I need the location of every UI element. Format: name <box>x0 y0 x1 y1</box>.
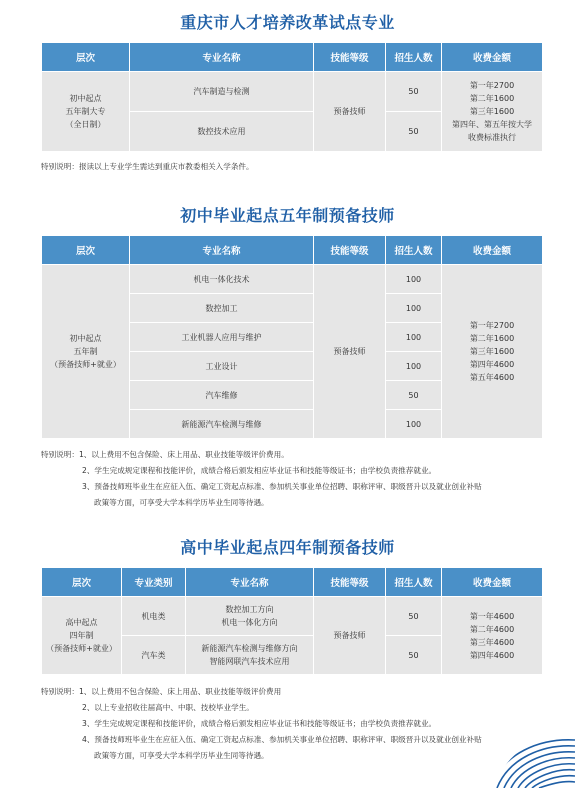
count-cell: 100 <box>386 352 442 381</box>
major-line: 机电一体化方向 <box>221 618 278 627</box>
fee-line: 第二年1600 <box>469 334 515 343</box>
header-cell: 专业名称 <box>130 43 314 72</box>
major-line: 新能源汽车检测与维修方向 <box>201 644 298 653</box>
header-cell: 专业名称 <box>130 236 314 265</box>
table-row <box>42 265 543 294</box>
fee-line: 第一年2700 <box>469 321 515 330</box>
note-line: 政策等方面，可享受大学本科学历毕业生同等待遇。 <box>94 751 269 760</box>
count-cell: 50 <box>386 112 442 152</box>
level-line: 初中起点 <box>69 94 102 103</box>
major-cell <box>186 597 314 636</box>
decorative-stripes-graphic <box>485 728 575 788</box>
fee-line: 第五年4600 <box>469 373 515 382</box>
header-cell: 技能等级 <box>314 236 386 265</box>
header-cell: 专业类别 <box>122 568 186 597</box>
table-row <box>42 597 543 636</box>
header-cell: 层次 <box>42 568 122 597</box>
major-line: 智能网联汽车技术应用 <box>209 657 290 666</box>
header-cell: 层次 <box>42 43 130 72</box>
fee-line: 第三年4600 <box>469 637 515 647</box>
header-cell: 收费金额 <box>442 236 543 265</box>
count-cell: 100 <box>386 265 442 294</box>
level-cell <box>42 597 122 675</box>
fee-line: 第二年4600 <box>469 624 515 634</box>
level-line: （预备技师+就业） <box>46 644 117 653</box>
category-cell: 机电类 <box>122 597 186 636</box>
major-line: 数控加工方向 <box>225 605 274 614</box>
skill-cell: 预备技师 <box>314 265 386 439</box>
header-cell: 层次 <box>42 236 130 265</box>
section2-table <box>41 235 543 439</box>
note-line: 2、学生完成规定课程和技能评价，成绩合格后颁发相应毕业证书和技能等级证书；由学校负责推荐就业。 <box>82 466 437 475</box>
note-line: 4、预备技师班毕业生在应征入伍、确定工资起点标准、参加机关事业单位招聘、职称评审、职级晋升以及就业创业补贴 <box>82 735 482 744</box>
fee-line: 第四年、第五年按大学 <box>452 120 532 129</box>
fee-line: 第三年1600 <box>469 107 515 116</box>
header-cell: 招生人数 <box>386 568 442 597</box>
section1-note <box>41 159 551 175</box>
level-line: （预备技师+就业） <box>50 360 121 369</box>
fee-line: 第四年4600 <box>469 650 515 660</box>
major-cell: 机电一体化技术 <box>130 265 314 294</box>
category-cell: 汽车类 <box>122 636 186 675</box>
level-cell <box>42 72 130 152</box>
fee-cell <box>442 72 543 152</box>
fee-line: 第二年1600 <box>469 94 515 103</box>
header-cell: 收费金额 <box>442 568 543 597</box>
fee-cell <box>442 265 543 439</box>
major-cell: 工业设计 <box>130 352 314 381</box>
level-cell <box>42 265 130 439</box>
level-line: 高中起点 <box>65 618 98 627</box>
skill-cell: 预备技师 <box>314 597 386 675</box>
note-line: 特别说明：报读以上专业学生需达到重庆市教委相关入学条件。 <box>41 162 254 171</box>
note-line: 3、学生完成规定课程和技能评价，成绩合格后颁发相应毕业证书和技能等级证书；由学校负责推荐就业。 <box>82 719 437 728</box>
fee-line: 第一年4600 <box>469 611 515 621</box>
count-cell: 50 <box>386 381 442 410</box>
header-cell: 专业名称 <box>186 568 314 597</box>
section1-table <box>41 42 543 152</box>
count-cell: 50 <box>386 636 442 675</box>
count-cell: 50 <box>386 72 442 112</box>
section2-notes <box>41 447 551 511</box>
major-cell: 新能源汽车检测与维修 <box>130 410 314 439</box>
section1-title: 重庆市人才培养改革试点专业 <box>180 13 395 32</box>
level-line: 五年制大专 <box>65 107 106 116</box>
count-cell: 100 <box>386 294 442 323</box>
level-line: 五年制 <box>73 347 98 356</box>
count-cell: 50 <box>386 597 442 636</box>
table-header-row <box>42 236 543 265</box>
section3-table <box>41 567 543 675</box>
fee-line: 收费标准执行 <box>468 133 516 142</box>
major-cell: 数控加工 <box>130 294 314 323</box>
count-cell: 100 <box>386 323 442 352</box>
level-line: 初中起点 <box>69 334 102 343</box>
note-line: 政策等方面，可享受大学本科学历毕业生同等待遇。 <box>94 498 269 507</box>
note-line: 特别说明：1、以上费用不包含保险、床上用品、职业技能等级评价费用 <box>41 687 282 696</box>
table-row <box>42 72 543 112</box>
header-cell: 招生人数 <box>386 236 442 265</box>
skill-cell: 预备技师 <box>314 72 386 152</box>
fee-line: 第三年1600 <box>469 347 515 356</box>
fee-cell <box>442 597 543 675</box>
section3-notes <box>41 684 551 764</box>
fee-line: 第四年4600 <box>469 360 515 369</box>
fee-line: 第一年2700 <box>469 81 515 90</box>
major-cell: 数控技术应用 <box>130 112 314 152</box>
count-cell: 100 <box>386 410 442 439</box>
header-cell: 招生人数 <box>386 43 442 72</box>
table-header-row <box>42 568 543 597</box>
section2-title: 初中毕业起点五年制预备技师 <box>180 206 395 225</box>
major-cell: 工业机器人应用与维护 <box>130 323 314 352</box>
note-line: 2、以上专业招收往届高中、中职、技校毕业学生。 <box>82 703 254 712</box>
section3-title: 高中毕业起点四年制预备技师 <box>180 538 395 557</box>
header-cell: 技能等级 <box>314 568 386 597</box>
level-line: 四年制 <box>69 631 94 640</box>
major-cell <box>186 636 314 675</box>
note-line: 特别说明：1、以上费用不包含保险、床上用品、职业技能等级评价费用。 <box>41 450 289 459</box>
table-header-row <box>42 43 543 72</box>
header-cell: 技能等级 <box>314 43 386 72</box>
level-line: （全日制） <box>65 120 106 129</box>
major-cell: 汽车制造与检测 <box>130 72 314 112</box>
note-line: 3、预备技师班毕业生在应征入伍、确定工资起点标准、参加机关事业单位招聘、职称评审、职级晋升以及就业创业补贴 <box>82 482 482 491</box>
header-cell: 收费金额 <box>442 43 543 72</box>
major-cell: 汽车维修 <box>130 381 314 410</box>
